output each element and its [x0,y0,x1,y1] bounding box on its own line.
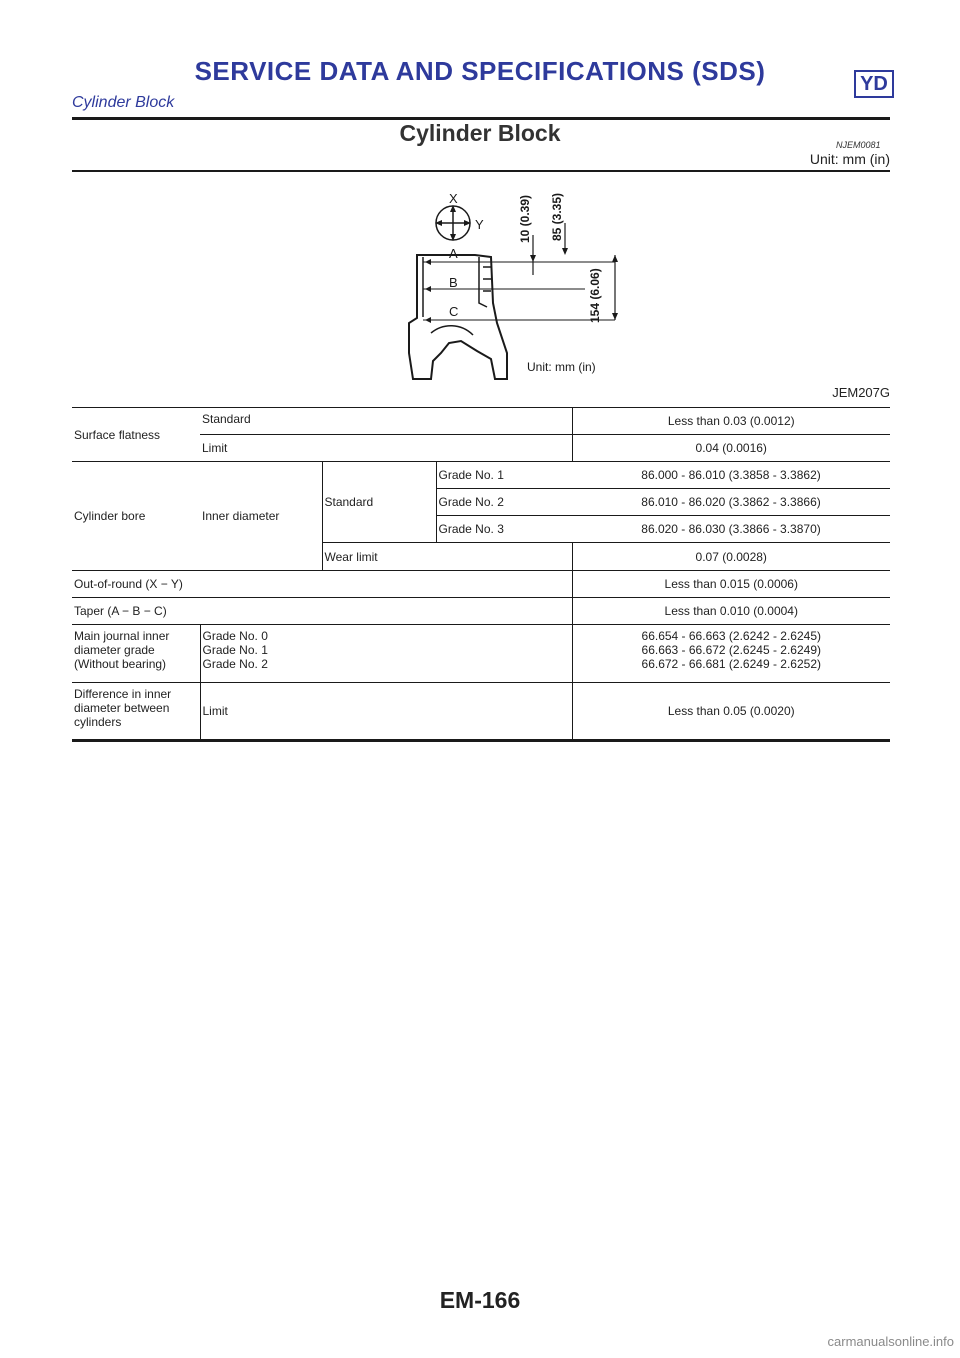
main-journal-label: Main journal inner diameter grade (Without bearing) [72,625,200,683]
page-number: EM-166 [439,1287,521,1313]
taper-label: Taper (A − B − C) [72,598,572,625]
wear-limit-value: 0.07 (0.0028) [572,543,890,571]
surface-flatness-label: Surface flatness [72,408,200,462]
page-header-title: SERVICE DATA AND SPECIFICATIONS (SDS) [194,56,766,86]
dimension-10: 10 (0.39) [518,194,532,243]
grade-1-value: 86.000 - 86.010 (3.3858 - 3.3862) [572,462,890,489]
dimension-154: 154 (6.06) [588,268,602,323]
cylinder-block-measurement-diagram [395,183,645,383]
grade-2-value: 86.010 - 86.020 (3.3862 - 3.3866) [572,489,890,516]
section-divider [72,170,890,172]
table-row [72,462,890,489]
section-title: Cylinder Block [399,120,561,146]
table-row [72,598,890,625]
table-row [72,625,890,683]
unit-note: Unit: mm (in) [809,151,890,167]
difference-limit-label: Limit [200,683,572,741]
watermark-text: carmanualsonline.info [827,1334,954,1349]
grade-1-label: Grade No. 1 [436,462,572,489]
difference-value: Less than 0.05 (0.0020) [572,683,890,741]
cylinder-bore-label: Cylinder bore [72,462,200,571]
figure-unit-label: Unit: mm (in) [527,360,596,374]
main-journal-grades: Grade No. 0 Grade No. 1 Grade No. 2 [200,625,572,683]
bore-standard-label: Standard [322,462,436,543]
label-a: A [449,246,458,261]
wear-limit-label: Wear limit [322,543,572,571]
grade-2-label: Grade No. 2 [436,489,572,516]
label-b: B [449,275,458,290]
table-row [72,683,890,741]
section-reference-code: NJEM0081 [836,140,881,150]
label-x: X [449,191,458,206]
table-row [72,571,890,598]
flatness-limit-label: Limit [200,435,572,462]
grade-3-value: 86.020 - 86.030 (3.3866 - 3.3870) [572,516,890,543]
main-journal-values: 66.654 - 66.663 (2.6242 - 2.6245) 66.663 - 66.672 (2.6245 - 2.6249) 66.672 - 66.681 (2.6249 - 2.6252) [572,625,890,683]
dimension-85: 85 (3.35) [550,192,564,241]
taper-value: Less than 0.010 (0.0004) [572,598,890,625]
out-of-round-label: Out-of-round (X − Y) [72,571,572,598]
out-of-round-value: Less than 0.015 (0.0006) [572,571,890,598]
page-header-subtitle: Cylinder Block [72,94,175,111]
flatness-limit-value: 0.04 (0.0016) [572,435,890,462]
grade-3-label: Grade No. 3 [436,516,572,543]
flatness-standard-value: Less than 0.03 (0.0012) [572,408,890,435]
label-y: Y [475,217,484,232]
inner-diameter-label: Inner diameter [200,462,322,571]
engine-code-badge: YD [854,70,894,98]
difference-label: Difference in inner diameter between cylinders [72,683,200,741]
label-c: C [449,304,459,319]
table-row [72,408,890,435]
flatness-standard-label: Standard [200,408,572,435]
cylinder-block-spec-table [72,407,890,742]
figure-code: JEM207G [832,385,890,400]
